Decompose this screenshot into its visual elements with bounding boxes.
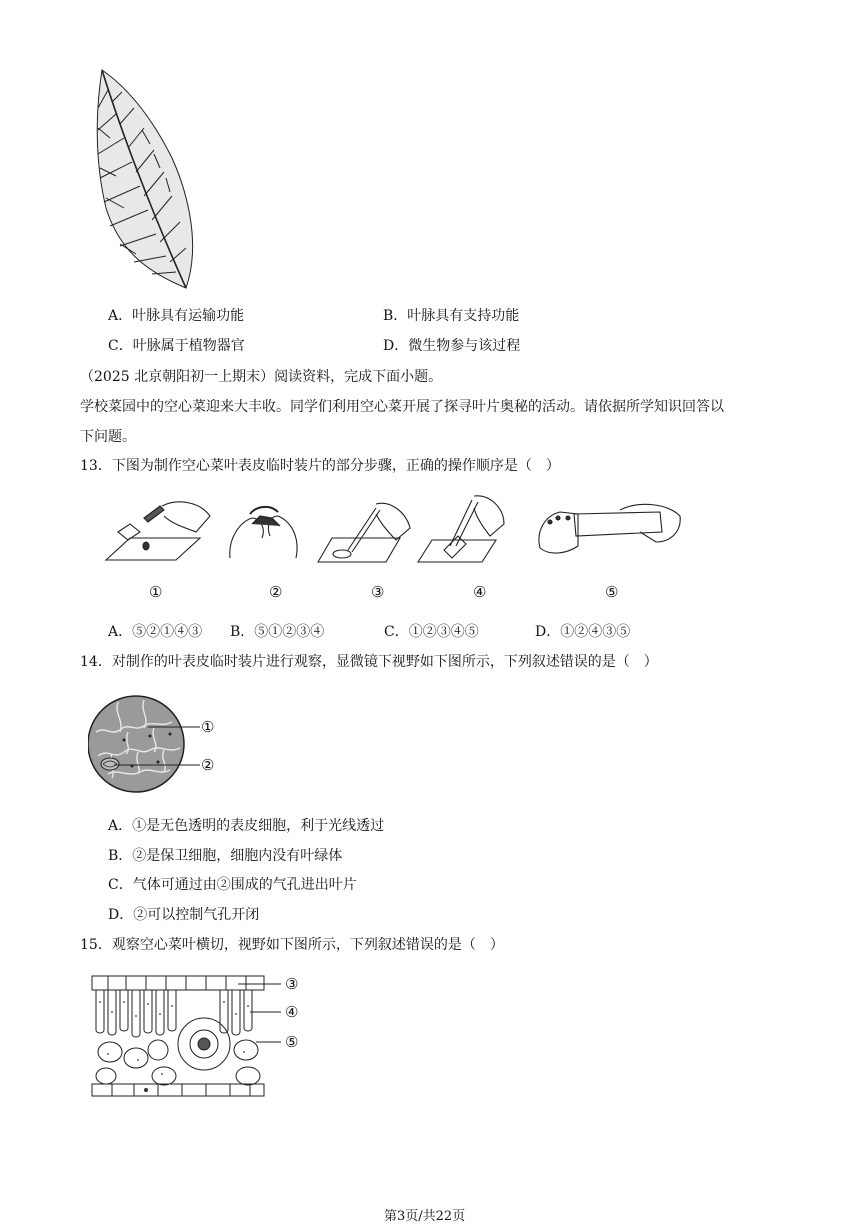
q14-option-a[interactable]: A．①是无色透明的表皮细胞，利于光线透过 bbox=[108, 818, 385, 834]
q13-step-label-4: ④ bbox=[473, 583, 487, 601]
material-text-line2: 下问题。 bbox=[80, 429, 136, 445]
page-footer: 第3页/共22页 bbox=[384, 1209, 466, 1224]
q14-option-d[interactable]: D．②可以控制气孔开闭 bbox=[108, 907, 260, 923]
q13-stem: 13．下图为制作空心菜叶表皮临时装片的部分步骤，正确的操作顺序是（ ） bbox=[80, 458, 560, 474]
material-source: （2025 北京朝阳初一上期末）阅读资料，完成下面小题。 bbox=[80, 369, 443, 385]
q12-option-a[interactable]: A．叶脉具有运输功能 bbox=[108, 308, 245, 324]
q12-option-d[interactable]: D．微生物参与该过程 bbox=[383, 338, 521, 354]
q13-step-label-2: ② bbox=[269, 583, 283, 601]
q14-label-1: ① bbox=[201, 718, 215, 736]
q13-option-a[interactable]: A．⑤②①④③ bbox=[108, 624, 203, 640]
q12-option-c[interactable]: C．叶脉属于植物器官 bbox=[108, 338, 245, 354]
q15-label-5: ⑤ bbox=[285, 1033, 299, 1051]
q13-step-label-3: ③ bbox=[371, 583, 385, 601]
q14-option-c[interactable]: C．气体可通过由②围成的气孔进出叶片 bbox=[108, 877, 357, 893]
q15-leaf-section-image bbox=[88, 972, 288, 1100]
q12-option-b[interactable]: B．叶脉具有支持功能 bbox=[383, 308, 520, 324]
q13-option-c[interactable]: C．①②③④⑤ bbox=[384, 624, 479, 640]
q15-label-4: ④ bbox=[285, 1003, 299, 1021]
material-text-line1: 学校菜园中的空心菜迎来大丰收。同学们利用空心菜开展了探寻叶片奥秘的活动。请依据所学知识回答以 bbox=[80, 399, 724, 415]
q14-label-2: ② bbox=[201, 756, 215, 774]
q15-label-3: ③ bbox=[285, 975, 299, 993]
q13-step-label-1: ① bbox=[149, 583, 163, 601]
q14-stem: 14．对制作的叶表皮临时装片进行观察，显微镜下视野如下图所示，下列叙述错误的是（ ） bbox=[80, 654, 658, 670]
leaf-vein-image bbox=[90, 68, 200, 292]
q13-option-d[interactable]: D．①②④③⑤ bbox=[535, 624, 631, 640]
q13-step-images bbox=[100, 488, 690, 568]
q13-step-label-5: ⑤ bbox=[605, 583, 619, 601]
q14-microscope-image bbox=[88, 692, 218, 798]
q14-option-b[interactable]: B．②是保卫细胞，细胞内没有叶绿体 bbox=[108, 848, 343, 864]
q13-option-b[interactable]: B．⑤①②③④ bbox=[230, 624, 325, 640]
q15-stem: 15．观察空心菜叶横切，视野如下图所示，下列叙述错误的是（ ） bbox=[80, 937, 504, 953]
